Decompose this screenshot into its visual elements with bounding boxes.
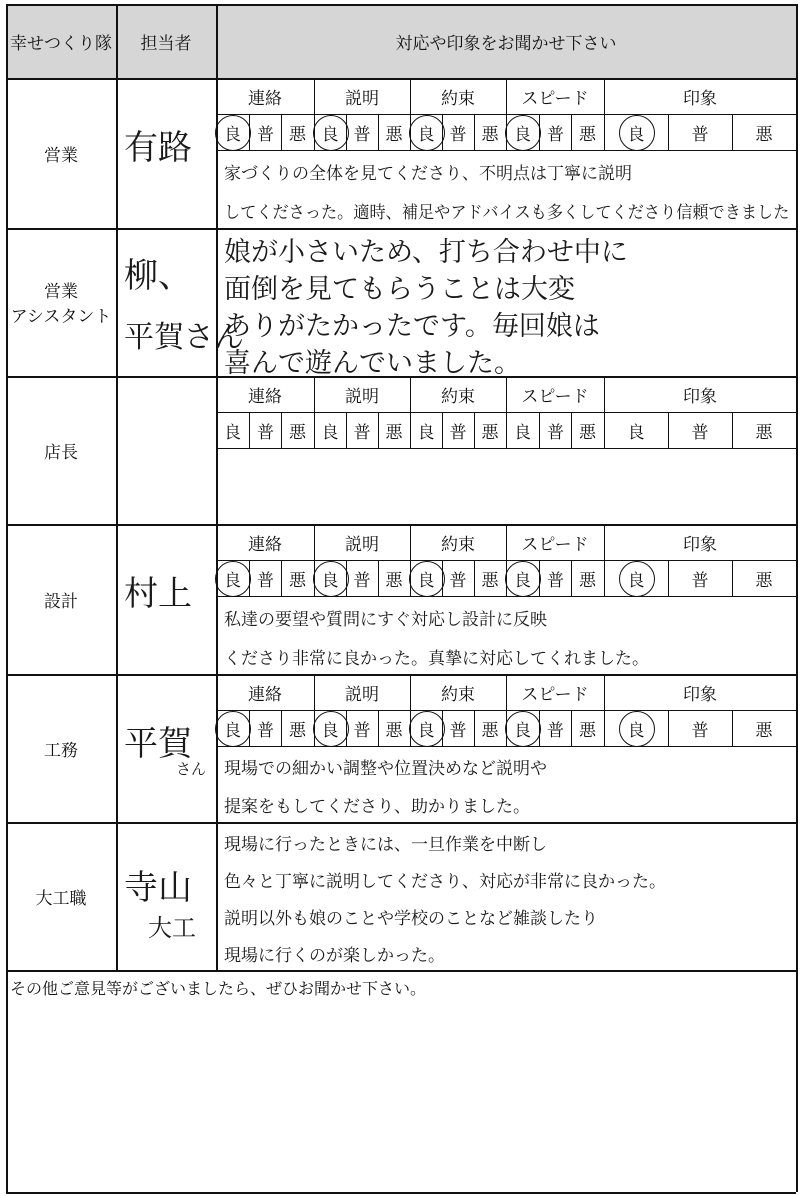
category-label: 説明 xyxy=(345,88,379,109)
grade-option-poor[interactable]: 悪 xyxy=(289,124,306,145)
role-label xyxy=(6,228,116,376)
grade-option-good[interactable]: 良 xyxy=(224,720,241,741)
selected-grade-circle xyxy=(619,115,655,151)
grade-option-poor[interactable]: 悪 xyxy=(481,720,499,741)
grade-option-fair[interactable]: 普 xyxy=(257,720,274,741)
person-signature: 平賀さん xyxy=(124,320,244,355)
grade-option-good[interactable]: 良 xyxy=(224,422,241,443)
grade-option-poor[interactable]: 悪 xyxy=(579,720,596,741)
selected-grade-circle xyxy=(505,115,541,151)
grade-option-good[interactable]: 良 xyxy=(321,124,339,145)
grade-option-fair[interactable]: 普 xyxy=(353,422,371,443)
person-note: さん xyxy=(176,760,207,778)
comment-line: 喜んで遊んでいました。 xyxy=(224,348,521,379)
grade-option-fair[interactable]: 普 xyxy=(547,124,564,145)
grade-option-poor[interactable]: 悪 xyxy=(289,720,306,741)
category-label: 印象 xyxy=(683,534,717,555)
selected-grade-circle xyxy=(619,711,655,747)
category-label: 印象 xyxy=(683,88,717,109)
comment-line: くださり非常に良かった。真摯に対応してくれました。 xyxy=(224,649,649,669)
selected-grade-circle xyxy=(505,561,541,597)
person-signature: 村上 xyxy=(124,574,192,614)
grade-option-fair[interactable]: 普 xyxy=(691,720,709,741)
comment-field[interactable] xyxy=(216,596,796,674)
comment-field[interactable] xyxy=(216,228,796,376)
footer-prompt: その他ご意見等がございましたら、ぜひお聞かせ下さい。 xyxy=(10,979,427,998)
selected-grade-circle xyxy=(313,115,349,151)
category-label: スピード xyxy=(521,534,589,555)
grade-option-fair[interactable]: 普 xyxy=(691,422,709,443)
grade-option-poor[interactable]: 悪 xyxy=(755,422,773,443)
comment-line: 家づくりの全体を見てくださり、不明点は丁寧に説明 xyxy=(224,164,632,184)
role-label: 大工職 xyxy=(35,888,87,909)
comment-field[interactable] xyxy=(216,746,796,822)
grade-option-poor[interactable]: 悪 xyxy=(579,124,596,145)
frame-bottom xyxy=(6,1192,796,1194)
comment-line: 現場での細かい調整や位置決めなど説明や xyxy=(224,759,547,779)
grade-option-fair[interactable]: 普 xyxy=(353,124,371,145)
grade-option-good[interactable]: 良 xyxy=(224,570,241,591)
comment-field[interactable] xyxy=(216,150,796,228)
role-label: 営業 xyxy=(44,145,78,166)
comment-line: 現場に行ったときには、一旦作業を中断し xyxy=(224,835,547,855)
grade-option-good[interactable]: 良 xyxy=(514,124,531,145)
grade-option-good[interactable]: 良 xyxy=(514,422,531,443)
comment-line: 面倒を見てもらうことは大変 xyxy=(224,274,575,305)
grade-option-fair[interactable]: 普 xyxy=(449,570,467,591)
grade-option-good[interactable]: 良 xyxy=(627,422,645,443)
comment-line: してくださった。適時、補足やアドバイスも多くしてくださり信頼できました xyxy=(224,203,790,223)
role-label-line: 営業 xyxy=(44,282,78,302)
selected-grade-circle xyxy=(409,561,445,597)
grade-option-poor[interactable]: 悪 xyxy=(579,422,596,443)
selected-grade-circle xyxy=(313,711,349,747)
person-note: 大工 xyxy=(148,914,196,942)
grade-option-fair[interactable]: 普 xyxy=(547,570,564,591)
role-label-line: アシスタント xyxy=(10,307,112,327)
column-divider-team xyxy=(116,4,118,970)
grade-option-good[interactable]: 良 xyxy=(417,422,435,443)
grade-option-fair[interactable]: 普 xyxy=(691,124,709,145)
grade-option-fair[interactable]: 普 xyxy=(353,720,371,741)
comment-line: 提案をもしてくださり、助かりました。 xyxy=(224,797,530,817)
category-label: 約束 xyxy=(441,534,475,555)
grade-option-good[interactable]: 良 xyxy=(514,720,531,741)
grade-option-fair[interactable]: 普 xyxy=(257,570,274,591)
grade-option-fair[interactable]: 普 xyxy=(449,124,467,145)
selected-grade-circle xyxy=(409,115,445,151)
category-label: 約束 xyxy=(441,88,475,109)
grade-option-poor[interactable]: 悪 xyxy=(481,422,499,443)
category-label: 印象 xyxy=(683,684,717,705)
role-label: 店長 xyxy=(44,442,78,463)
grade-option-poor[interactable]: 悪 xyxy=(755,570,773,591)
grade-option-fair[interactable]: 普 xyxy=(547,720,564,741)
selected-grade-circle xyxy=(505,711,541,747)
grade-option-poor[interactable]: 悪 xyxy=(289,570,306,591)
category-label: 説明 xyxy=(345,684,379,705)
header-feedback-label: 対応や印象をお聞かせ下さい xyxy=(395,33,617,54)
grade-option-fair[interactable]: 普 xyxy=(449,720,467,741)
grade-option-good[interactable]: 良 xyxy=(417,720,435,741)
grade-option-good[interactable]: 良 xyxy=(321,720,339,741)
comment-field[interactable] xyxy=(216,448,796,524)
frame-right xyxy=(796,4,798,1192)
header-person-label: 担当者 xyxy=(140,33,192,54)
grade-option-good[interactable]: 良 xyxy=(224,124,241,145)
grade-option-poor[interactable]: 悪 xyxy=(385,570,403,591)
grade-option-fair[interactable]: 普 xyxy=(353,570,371,591)
selected-grade-circle xyxy=(215,115,251,151)
grade-option-fair[interactable]: 普 xyxy=(449,422,467,443)
grade-option-good[interactable]: 良 xyxy=(417,570,435,591)
grade-option-fair[interactable]: 普 xyxy=(257,422,274,443)
grade-option-poor[interactable]: 悪 xyxy=(481,570,499,591)
category-label: スピード xyxy=(521,88,589,109)
grade-option-poor[interactable]: 悪 xyxy=(755,124,773,145)
category-label: 印象 xyxy=(683,386,717,407)
grade-option-good[interactable]: 良 xyxy=(321,570,339,591)
comment-line: 色々と丁寧に説明してくださり、対応が非常に良かった。 xyxy=(224,872,666,892)
category-label: スピード xyxy=(521,684,589,705)
comment-line: 現場に行くのが楽しかった。 xyxy=(224,946,445,966)
category-label: 連絡 xyxy=(248,534,282,555)
selected-grade-circle xyxy=(409,711,445,747)
grade-option-good[interactable]: 良 xyxy=(627,124,645,145)
category-label: 約束 xyxy=(441,386,475,407)
category-label: 連絡 xyxy=(248,88,282,109)
frame-top xyxy=(6,4,796,6)
comment-field[interactable] xyxy=(216,822,796,970)
grade-option-poor[interactable]: 悪 xyxy=(481,124,499,145)
category-label: 連絡 xyxy=(248,684,282,705)
role-label: 設計 xyxy=(44,591,78,612)
grade-option-good[interactable]: 良 xyxy=(321,422,339,443)
grade-option-fair[interactable]: 普 xyxy=(691,570,709,591)
person-signature: 寺山 xyxy=(124,868,192,908)
selected-grade-circle xyxy=(619,561,655,597)
comment-line: 説明以外も娘のことや学校のことなど雑談したり xyxy=(224,909,598,929)
selected-grade-circle xyxy=(215,561,251,597)
grade-option-fair[interactable]: 普 xyxy=(547,422,564,443)
grade-option-good[interactable]: 良 xyxy=(627,570,645,591)
selected-grade-circle xyxy=(313,561,349,597)
category-label: スピード xyxy=(521,386,589,407)
grade-option-poor[interactable]: 悪 xyxy=(755,720,773,741)
category-label: 説明 xyxy=(345,386,379,407)
selected-grade-circle xyxy=(215,711,251,747)
person-signature: 平賀 xyxy=(124,724,192,764)
person-signature: 有路 xyxy=(124,128,192,168)
category-label: 説明 xyxy=(345,534,379,555)
comment-line: 私達の要望や質問にすぐ対応し設計に反映 xyxy=(224,610,547,630)
comment-line: 娘が小さいため、打ち合わせ中に xyxy=(224,237,628,268)
category-label: 約束 xyxy=(441,684,475,705)
grade-option-good[interactable]: 良 xyxy=(627,720,645,741)
footer-comment-area[interactable] xyxy=(6,970,796,1192)
person-signature: 柳、 xyxy=(124,256,192,296)
comment-line: ありがたかったです。毎回娘は xyxy=(224,311,600,342)
grade-option-poor[interactable]: 悪 xyxy=(385,124,403,145)
grade-option-poor[interactable]: 悪 xyxy=(579,570,596,591)
category-label: 連絡 xyxy=(248,386,282,407)
header-team-label: 幸せつくり隊 xyxy=(10,33,112,54)
grade-option-poor[interactable]: 悪 xyxy=(385,422,403,443)
grade-option-fair[interactable]: 普 xyxy=(257,124,274,145)
grade-option-poor[interactable]: 悪 xyxy=(385,720,403,741)
role-label: 工務 xyxy=(44,740,78,761)
grade-option-good[interactable]: 良 xyxy=(417,124,435,145)
grade-option-poor[interactable]: 悪 xyxy=(289,422,306,443)
grade-option-good[interactable]: 良 xyxy=(514,570,531,591)
